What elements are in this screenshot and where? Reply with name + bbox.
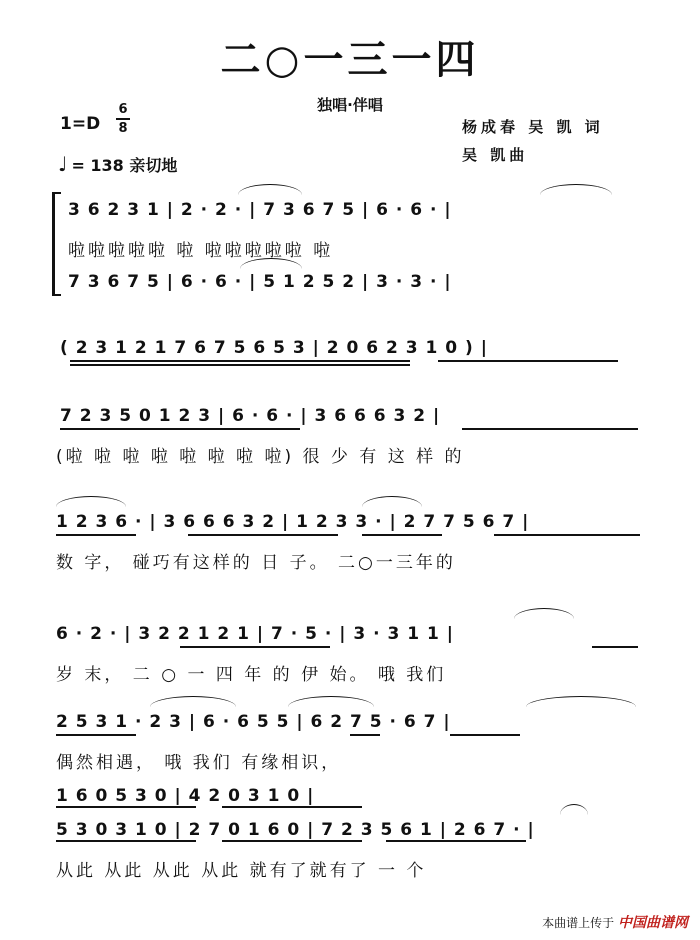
lyric-line-7: 偶然相遇， 哦 我们 有缘相识， bbox=[56, 753, 342, 773]
lyric-line-9: 从此 从此 从此 从此 就有了就有了 一 个 bbox=[56, 861, 427, 881]
composer-credit: 吴 凯曲 bbox=[462, 146, 529, 164]
performance-type: 独唱·伴唱 bbox=[317, 96, 383, 114]
score-line-1: 3 6 2 3 1 | 2 · 2 · | 7 3 6 7 5 | 6 · 6 · | bbox=[68, 200, 452, 220]
score-line-8: 1 6 0 5 3 0 | 4 2 0 3 1 0 | bbox=[56, 786, 315, 806]
score-line-2: 7 3 6 7 5 | 6 · 6 · | 5 1 2 5 2 | 3 · 3 · | bbox=[68, 272, 452, 292]
staff-bracket bbox=[52, 192, 61, 296]
score-line-5: 1 2 3 6 · | 3 6 6 6 3 2 | 1 2 3 3 · | 2 7 7 5 6 7 | bbox=[56, 512, 530, 532]
lyric-line-1: 啦啦啦啦啦 啦 啦啦啦啦啦 啦 bbox=[68, 241, 334, 261]
footer-text: 本曲谱上传于 bbox=[542, 916, 615, 930]
score-line-6: 6 · 2 · | 3 2 2 1 2 1 | 7 · 5 · | 3 · 3 1 1 | bbox=[56, 624, 454, 644]
score-line-3: ( 2 3 1 2 1 7 6 7 5 6 5 3 | 2 0 6 2 3 1 0 ) | bbox=[60, 338, 488, 358]
score-line-9: 5 3 0 3 1 0 | 2 7 0 1 6 0 | 7 2 3 5 6 1 | 2 6 7 · | bbox=[56, 820, 535, 840]
tempo-marking bbox=[58, 152, 177, 176]
site-logo[interactable]: 中国曲谱网 bbox=[618, 915, 688, 931]
time-signature bbox=[116, 102, 130, 136]
lyric-line-5: 数 字， 碰巧有这样的 日 子。 二○一三年的 bbox=[56, 553, 456, 573]
time-bottom: 8 bbox=[118, 120, 128, 136]
lyric-line-6: 岁 末， 二 ○ 一 四 年 的 伊 始。 哦 我们 bbox=[56, 665, 447, 685]
key-signature: 1=D bbox=[60, 114, 101, 134]
tempo-text: = 138 亲切地 bbox=[71, 156, 178, 175]
lyric-line-4: (啦 啦 啦 啦 啦 啦 啦 啦) 很 少 有 这 样 的 bbox=[56, 447, 465, 467]
score-line-4: 7 2 3 5 0 1 2 3 | 6 · 6 · | 3 6 6 6 3 2 | bbox=[60, 406, 441, 426]
time-top: 6 bbox=[118, 102, 128, 117]
footer-credit bbox=[542, 912, 688, 932]
quarter-note-icon: ♩ bbox=[58, 152, 68, 176]
lyricist-credit: 杨成春 吴 凯 词 bbox=[462, 118, 604, 136]
score-line-7: 2 5 3 1 · 2 3 | 6 · 6 5 5 | 6 2 7 5 · 6 7 | bbox=[56, 712, 451, 732]
song-title: 二○一三一四 bbox=[220, 37, 480, 83]
